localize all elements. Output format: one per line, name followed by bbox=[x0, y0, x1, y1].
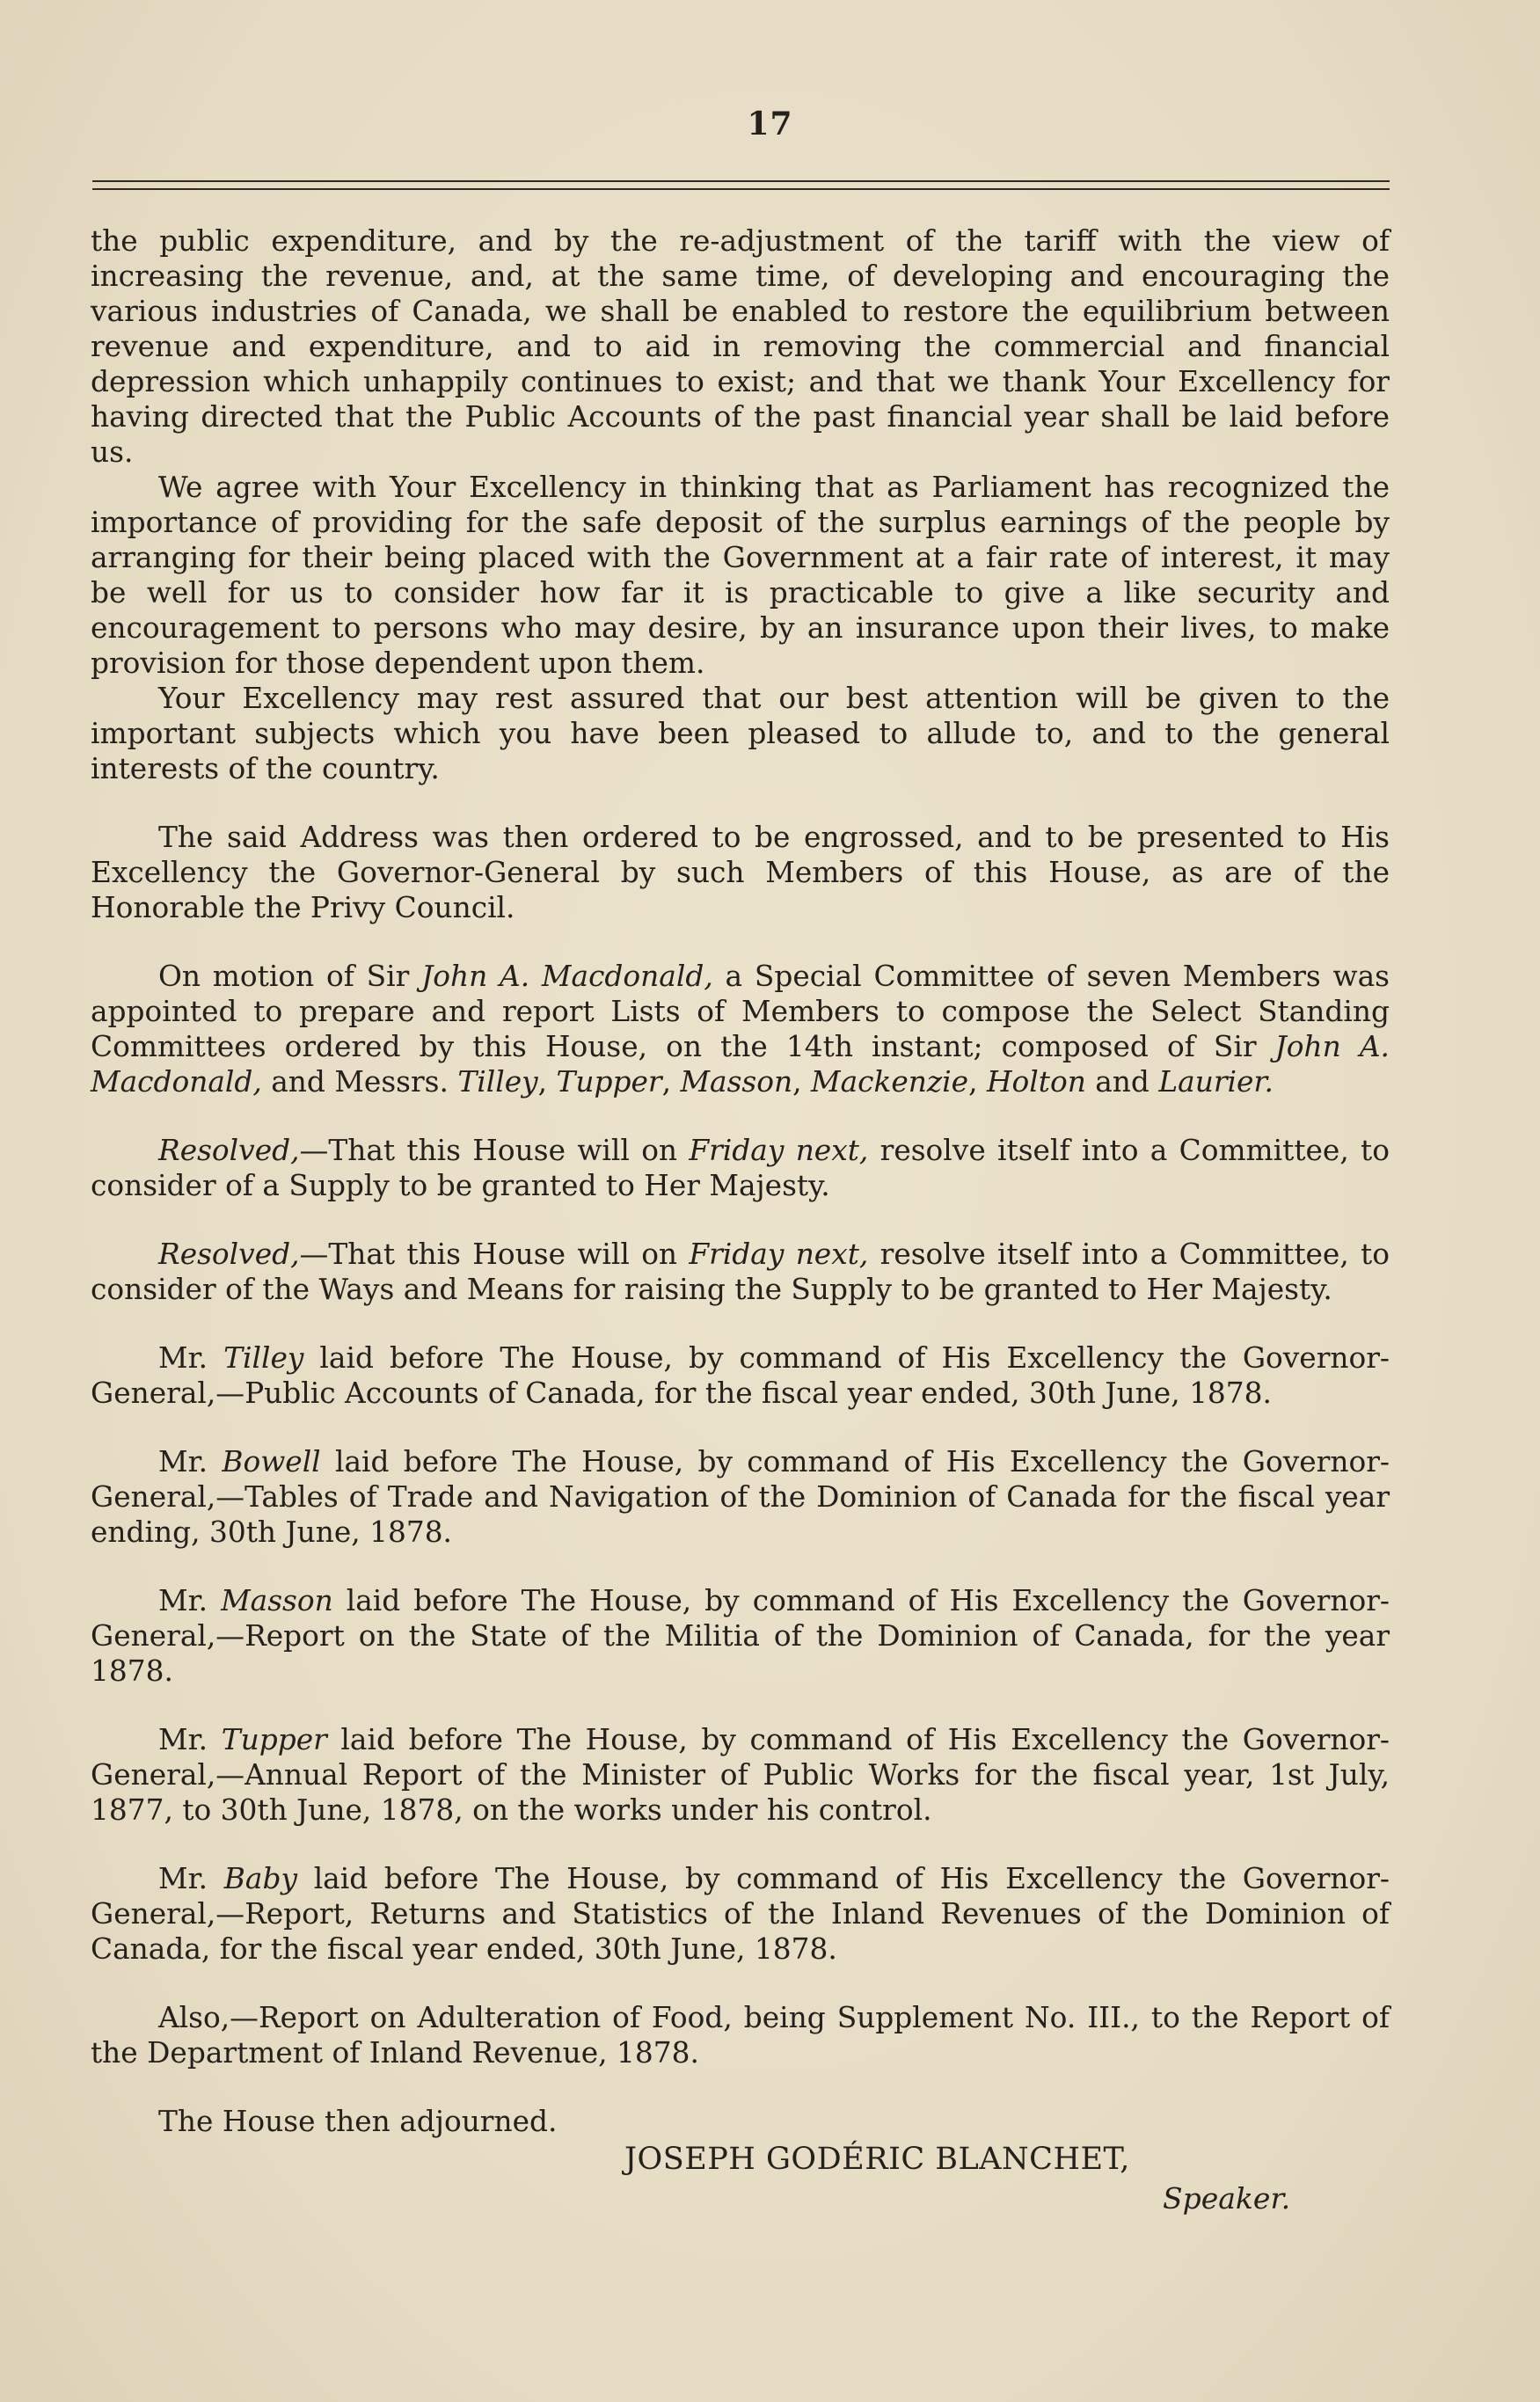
text-run: Mr. bbox=[158, 1862, 224, 1895]
paragraph-special-committee bbox=[91, 959, 1390, 1099]
paragraph-tilley-public-accounts bbox=[91, 1340, 1390, 1411]
resolved-label: Resolved, bbox=[158, 1238, 300, 1271]
paragraph-tupper-public-works bbox=[91, 1722, 1390, 1828]
paragraph-resolved-supply bbox=[91, 1133, 1390, 1203]
paragraph-assurance: Your Excellency may rest assured that our best attention will be given to the important subjects which you have been pleased to allude to, and to the general interests of the country. bbox=[91, 682, 1390, 785]
paragraph-masson-militia bbox=[91, 1583, 1390, 1689]
member-name: Baby bbox=[223, 1862, 297, 1895]
resolved-label: Resolved, bbox=[158, 1134, 300, 1167]
member-name: Laurier. bbox=[1158, 1065, 1274, 1099]
text-run: laid before The House, by command of His Excellency the Governor-General,—Report on the State of the Militia of the Dominion of Canada, for the year 1878. bbox=[91, 1584, 1390, 1688]
text-run: On motion of Sir bbox=[158, 960, 422, 993]
member-name: Mackenzie bbox=[810, 1065, 969, 1099]
member-name: John A. Macdonald, bbox=[91, 1030, 1390, 1099]
member-name: John A. Macdonald, bbox=[421, 960, 713, 993]
paragraph-adulteration-report: Also,—Report on Adulteration of Food, being Supplement No. III., to the Report of the Department of Inland Revenue, 1878. bbox=[91, 2001, 1390, 2070]
member-name: Masson bbox=[680, 1065, 793, 1099]
member-name: Tupper bbox=[556, 1065, 662, 1099]
text-run: a Special Committee of seven Members was appointed to prepare and report Lists of Members to compose the Select Standing Committees ordered by this House, on the 14th instant; composed of Sir bbox=[91, 960, 1390, 1063]
date-phrase: Friday next, bbox=[689, 1238, 869, 1271]
member-name: Tilley bbox=[457, 1065, 538, 1099]
text-run: resolve itself into a Committee, to consider of the Ways and Means for raising the Supply to be granted to Her Majesty. bbox=[91, 1238, 1390, 1306]
text-run: resolve itself into a Committee, to consider of a Supply to be granted to Her Majesty. bbox=[91, 1134, 1390, 1202]
text-run: , bbox=[537, 1065, 557, 1099]
paragraph-address-engrossed: The said Address was then ordered to be engrossed, and to be presented to His Excellency the Governor-General by such Members of this House, as are of the Honorable the Privy Council. bbox=[91, 821, 1390, 924]
paragraph-address-continuation: the public expenditure, and by the re-adjustment of the tariff with the view of increasing the revenue, and, at the same time, of developing and encouraging the various industries of Canada, we shall be enabled to restore the equilibrium between revenue and expenditure, and to aid in removing the commercial and financial depression which unhappily continues to exist; and that we thank Your Excellency for having directed that the Public Accounts of the past financial year shall be laid before us. bbox=[91, 224, 1390, 469]
text-run: Mr. bbox=[158, 1723, 222, 1756]
text-run: laid before The House, by command of His Excellency the Governor-General,—Tables of Trade and Navigation of the Dominion of Canada for the fiscal year ending, 30th June, 1878. bbox=[91, 1445, 1390, 1549]
paragraph-bowell-trade-tables bbox=[91, 1444, 1390, 1550]
text-run: Mr. bbox=[158, 1445, 223, 1478]
text-run: Mr. bbox=[158, 1584, 222, 1617]
page-number: 17 bbox=[747, 106, 793, 142]
journal-body bbox=[91, 223, 1390, 2139]
text-run: and bbox=[1085, 1065, 1159, 1099]
date-phrase: Friday next, bbox=[689, 1134, 869, 1167]
text-run: —That this House will on bbox=[299, 1238, 690, 1271]
member-name: Tupper bbox=[221, 1723, 327, 1756]
member-name: Masson bbox=[221, 1584, 333, 1617]
text-run: laid before The House, by command of His Excellency the Governor-General,—Report, Returns and Statistics of the Inland Revenues of the Dominion of Canada, for the fiscal year ended, 30th June, 1878. bbox=[91, 1862, 1390, 1966]
speaker-name: JOSEPH GODÉRIC BLANCHET, bbox=[624, 2142, 1130, 2177]
text-run: Mr. bbox=[158, 1341, 224, 1375]
member-name: Holton bbox=[986, 1065, 1086, 1099]
text-run: , bbox=[661, 1065, 681, 1099]
text-run: , bbox=[792, 1065, 811, 1099]
text-run: —That this House will on bbox=[299, 1134, 690, 1167]
paragraph-resolved-ways-means bbox=[91, 1237, 1390, 1307]
speaker-title: Speaker. bbox=[1163, 2181, 1291, 2216]
paragraph-adjourned: The House then adjourned. bbox=[158, 2105, 558, 2138]
paragraph-insurance: We agree with Your Excellency in thinking that as Parliament has recognized the importance of providing for the safe deposit of the surplus earnings of the people by arranging for their being placed with the Government at a fair rate of interest, it may be well for us to consider how far it is practicable to give a like security and encouragement to persons who may desire, by an insurance upon their lives, to make provision for those dependent upon them. bbox=[91, 471, 1390, 680]
member-name: Bowell bbox=[222, 1445, 321, 1478]
member-name: Tilley bbox=[223, 1341, 304, 1375]
text-run: , bbox=[968, 1065, 987, 1099]
paragraph-baby-inland-revenue bbox=[91, 1861, 1390, 1967]
text-run: laid before The House, by command of His Excellency the Governor-General,—Public Accounts of Canada, for the fiscal year ended, 30th June, 1878. bbox=[91, 1341, 1390, 1410]
text-run: and Messrs. bbox=[261, 1065, 458, 1099]
header-double-rule bbox=[92, 180, 1390, 190]
text-run: laid before The House, by command of His Excellency the Governor-General,—Annual Report of the Minister of Public Works for the fiscal year, 1st July, 1877, to 30th June, 1878, on the works under his control. bbox=[91, 1723, 1390, 1827]
